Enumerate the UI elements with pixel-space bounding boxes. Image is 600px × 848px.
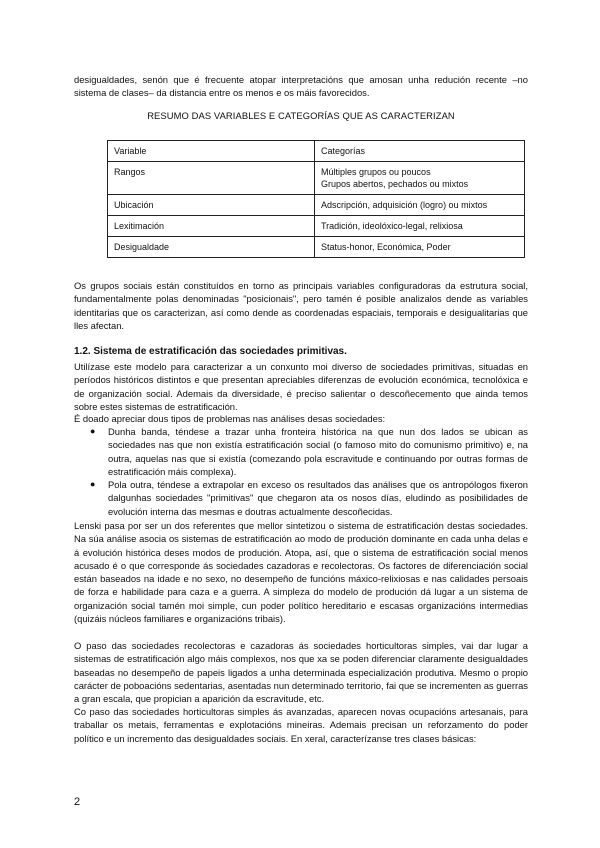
advanced-paragraph: Co paso das sociedades horticultoras simples ás avanzadas, aparecen novas ocupacións artesanais, para traballar os metais, ferramentas e explotacións mineiras. Ademais precisan un reforzamento do poder político e un incremento das desigualdades sociais. En xeral, caracterízanse tres clases básicas: bbox=[74, 706, 528, 744]
page-number: 2 bbox=[74, 796, 81, 808]
table-row bbox=[108, 162, 525, 195]
row-variable: Lexitimación bbox=[108, 216, 315, 237]
table-row bbox=[108, 195, 525, 216]
transition-paragraph: O paso das sociedades recolectoras e cazadoras ás sociedades horticultoras simples, vai dar lugar a sistemas de estratificación algo máis complexos, nos que xa se poden diferenciar claramente desigualdades baseadas no desempeño de papeis ligados a unha determinada especialización produtiva. Mesmo o propio carácter de poboacións sedentarias, asentadas nun determinado territorio, fai que se incrementen as guerras a gran escala, que propician a aparición da escravitude, etc. bbox=[74, 640, 528, 705]
groups-paragraph: Os grupos sociais están constituídos en torno as principais variables configuradoras da estrutura social, fundamentalmente polas denominadas "posicionais", pero tamén é posible analizalos dende as variables identitarias que os caracterizan, así como dende as coordenadas espaciais, temporais e desigualitarias que lles afectan. bbox=[74, 280, 528, 331]
row-categories: Status-honor, Económica, Poder bbox=[315, 237, 525, 258]
table-row bbox=[108, 216, 525, 237]
row-variable: Rangos bbox=[108, 162, 315, 195]
row-variable: Ubicación bbox=[108, 195, 315, 216]
header-variable: Variable bbox=[108, 141, 315, 162]
model-paragraph: Utilízase este modelo para caracterizar a un conxunto moi diverso de sociedades primitivas, situadas en períodos históricos distintos e que presentan apreciables diferenzas de evolución económica, tecnolóxica e de organización social. Ademais da diversidade, é preciso salientar o descoñecemento que ainda temos sobre estes sistemas de estratificación. bbox=[74, 361, 528, 412]
variables-table bbox=[107, 140, 525, 258]
bullet-icon: ● bbox=[90, 426, 96, 436]
table-row bbox=[108, 237, 525, 258]
list-item-text: Dunha banda, téndese a trazar unha fronteira histórica na que nun dos lados se ubican as sociedades nas que non existía estratificación social (o famoso mito do comunismo primitivo) e, na outra, aquelas nas que si existía (comezando pola escravitude e continuando por outras formas de estratificación máis complexa). bbox=[108, 426, 528, 477]
row-categories: Tradición, ideolóxico-legal, relixiosa bbox=[315, 216, 525, 237]
section-heading: 1.2. Sistema de estratificación das sociedades primitivas. bbox=[74, 346, 347, 357]
table-caption: RESUMO DAS VARIABLES E CATEGORÍAS QUE AS CARACTERIZAN bbox=[147, 110, 455, 121]
categories-line: Múltiples grupos ou poucos bbox=[321, 167, 431, 177]
bullet-icon: ● bbox=[90, 479, 96, 490]
row-categories bbox=[315, 162, 525, 195]
categories-line: Grupos abertos, pechados ou mixtos bbox=[321, 179, 469, 189]
table-header-row bbox=[108, 141, 525, 162]
list-item bbox=[74, 478, 528, 518]
list-item bbox=[74, 425, 528, 478]
list-item-text: Pola outra, téndese a extrapolar en exceso os resultados das análises que os antropólogos fixeron dalgunhas sociedades "primitivas" que chegaron ata os nosos días, eludindo as posibilidades de evolución interna das mesmas e doutras actualmente descoñecidas. bbox=[108, 479, 528, 517]
intro-paragraph: desigualdades, senón que é frecuente atopar interpretacións que amosan unha redución recente –no sistema de clases– da distancia entre os menos e os máis favorecidos. bbox=[74, 74, 528, 99]
problems-paragraph: É doado apreciar dous tipos de problemas nas análises desas sociedades: bbox=[74, 413, 386, 424]
problems-list bbox=[74, 425, 528, 518]
row-variable: Desigualdade bbox=[108, 237, 315, 258]
header-categories: Categorías bbox=[315, 141, 525, 162]
row-categories: Adscripción, adquisición (logro) ou mixtos bbox=[315, 195, 525, 216]
lenski-paragraph: Lenski pasa por ser un dos referentes que mellor sintetizou o sistema de estratificación destas sociedades. Na súa análise asocia os sistemas de estratificación ao modo de produción dominante en cada unha delas e á evolución histórica deses modos de produción. Atopa, así, que o sistema de estratificación social menos acusado é o que corresponde ás sociedades cazadoras e recolectoras. Os factores de diferenciación social están baseados na idade e no sexo, no desempeño de funcións máxico-relixiosas e nas calidades persoais de forza e habilidade para caza e a guerra. A simpleza do modelo de produción dá lugar a un sistema de organización social tamén moi simple, cun poder político hereditario e escasas organizacións intermedias (quizáis núcleos familiares e organizacións tribais). bbox=[74, 520, 528, 625]
